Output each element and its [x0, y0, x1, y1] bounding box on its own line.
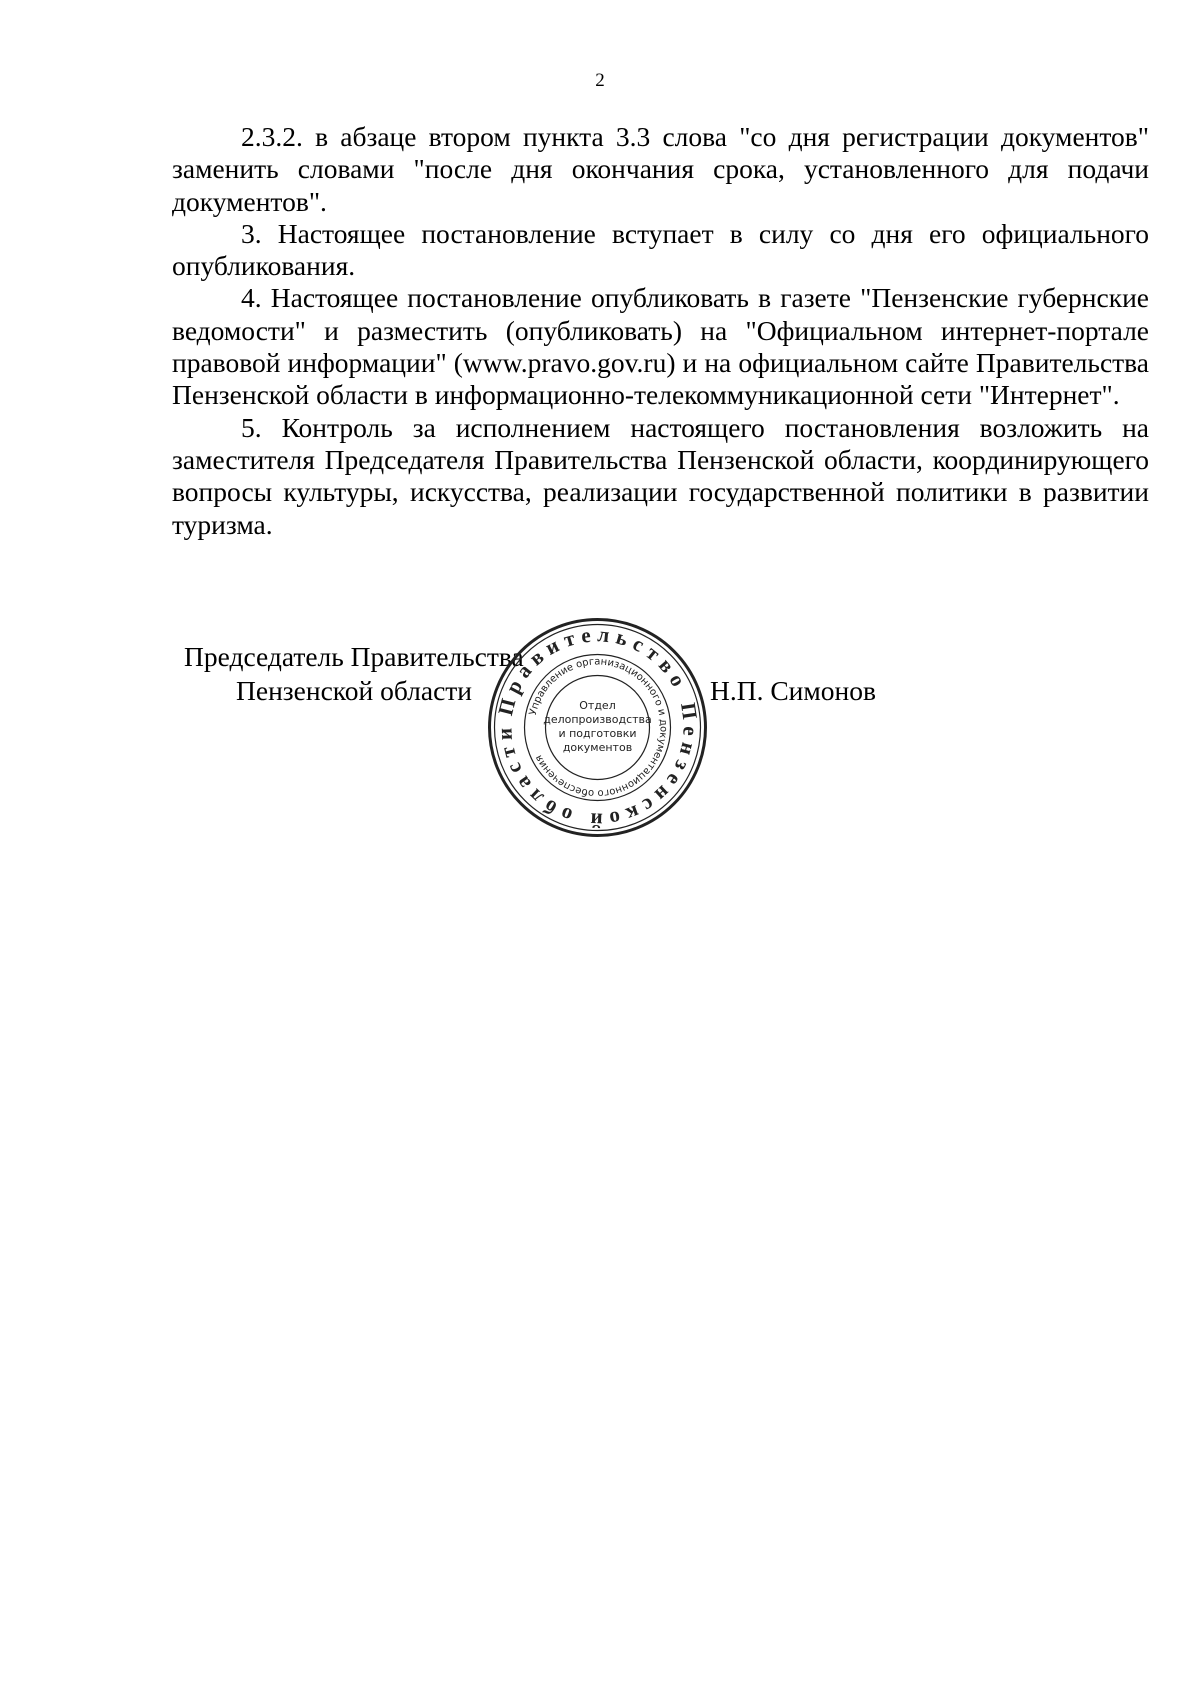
official-seal — [485, 615, 710, 840]
seal-center-line-4: документов — [562, 741, 633, 754]
seal-inner-text: Управление организационного и документационного обеспечения — [527, 656, 669, 799]
seal-icon — [485, 615, 710, 840]
signatory-position-line2: Пензенской области — [236, 675, 473, 706]
seal-outer-text: Правительство Пензенской области — [492, 622, 704, 833]
seal-center-line-1: Отдел — [579, 699, 616, 712]
page-number: 2 — [595, 70, 605, 91]
document-body — [172, 121, 1149, 541]
paragraph-3: 3. Настоящее постановление вступает в силу со дня его официального опубликования. — [172, 217, 1149, 282]
paragraph-2-3-2: 2.3.2. в абзаце втором пункта 3.3 слова "со дня регистрации документов" заменить словами "после дня окончания срока, установленного для подачи документов". — [172, 121, 1149, 217]
signatory-name: Н.П. Симонов — [710, 675, 877, 706]
signatory-position-line1: Председатель Правительства — [184, 641, 524, 672]
seal-center-line-2: делопроизводства — [543, 713, 652, 726]
paragraph-5: 5. Контроль за исполнением настоящего постановления возложить на заместителя Председателя Правительства Пензенской области, координирующего вопросы культуры, искусства, реализации государственной политики в развитии туризма. — [172, 411, 1149, 540]
seal-center-line-3: и подготовки — [558, 727, 637, 740]
paragraph-4: 4. Настоящее постановление опубликовать в газете "Пензенские губернские ведомости" и разместить (опубликовать) на "Официальном интернет-портале правовой информации" (www.pravo.gov.ru) и на официальном сайте Правительства Пензенской области в информационно-телекоммуникационной сети "Интернет". — [172, 282, 1149, 411]
